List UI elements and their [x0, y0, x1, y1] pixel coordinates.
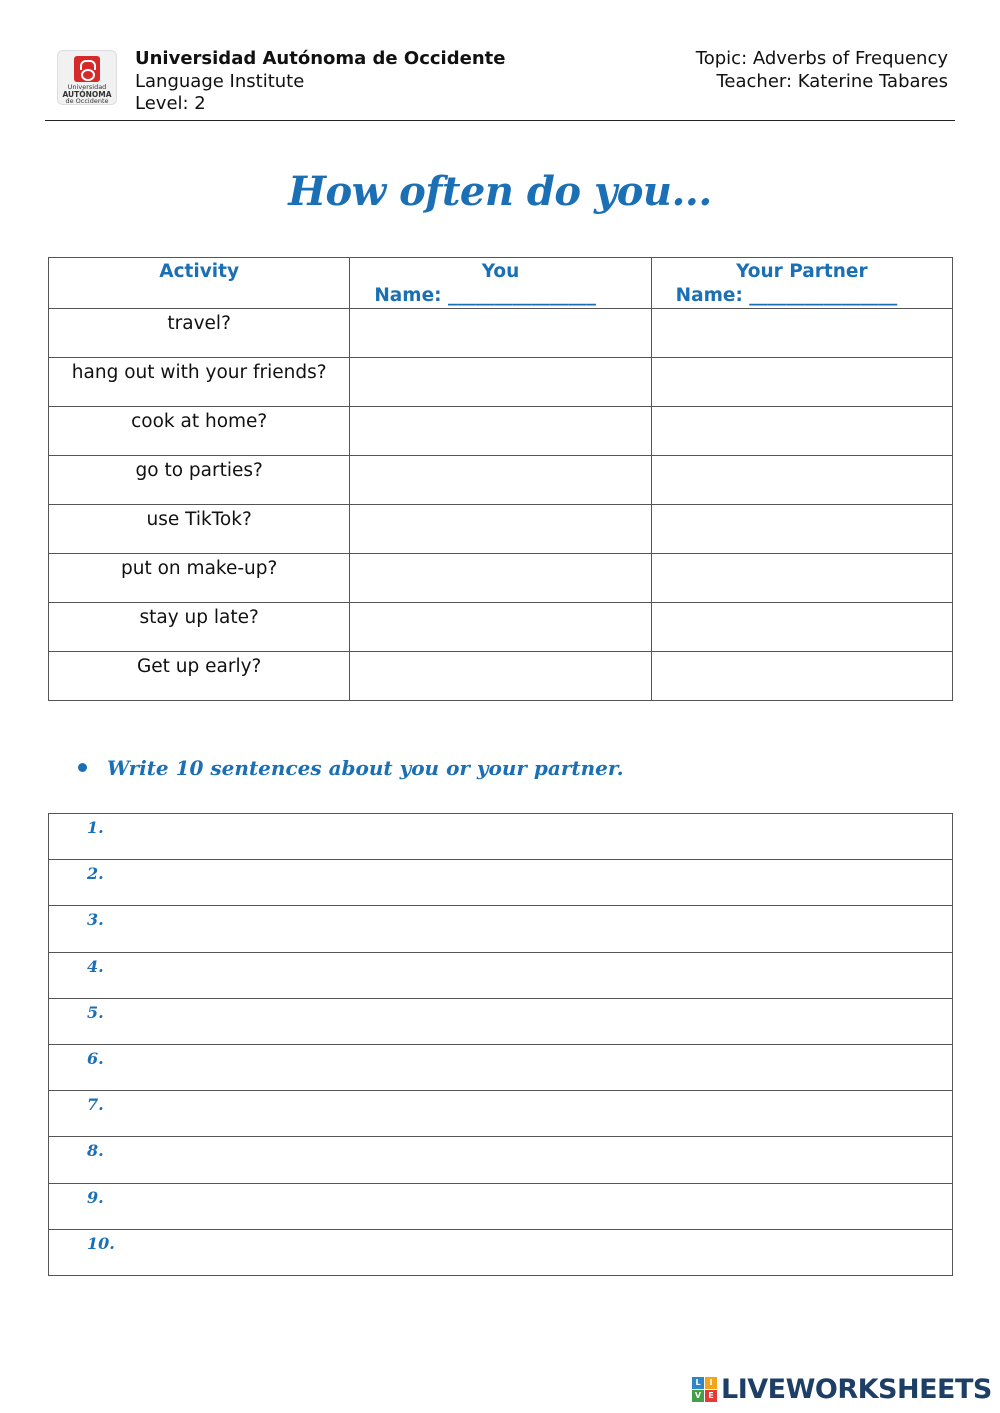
partner-name-field[interactable]: Name: ________________ [675, 285, 898, 306]
partner-answer-cell[interactable] [651, 309, 952, 358]
activity-cell: go to parties? [49, 456, 350, 505]
task-text: Write 10 sentences about you or your partner. [107, 756, 624, 780]
you-answer-cell[interactable] [350, 456, 651, 505]
logo-emblem-icon [74, 56, 100, 82]
logo-text [60, 84, 114, 105]
sentence-field[interactable]: 3. [49, 906, 953, 952]
table-header-row [49, 258, 953, 309]
icon-letter-e: E [705, 1390, 717, 1402]
table-row [49, 358, 953, 407]
partner-answer-cell[interactable] [651, 358, 952, 407]
you-answer-cell[interactable] [350, 554, 651, 603]
activity-cell: hang out with your friends? [49, 358, 350, 407]
sentence-row [49, 1044, 953, 1090]
bullet-icon [78, 763, 87, 772]
sentence-row [49, 1091, 953, 1137]
activity-cell: stay up late? [49, 603, 350, 652]
table-row [49, 309, 953, 358]
sentence-field[interactable]: 5. [49, 998, 953, 1044]
topic-label: Topic: Adverbs of Frequency [695, 48, 948, 69]
sentence-row [49, 860, 953, 906]
document-header [45, 40, 955, 121]
university-name: Universidad Autónoma de Occidente [135, 48, 506, 69]
logo-line-2: AUTÓNOMA [62, 90, 112, 99]
page-title: How often do you... [288, 168, 712, 215]
level-label: Level: 2 [135, 93, 206, 114]
task-instruction [78, 756, 624, 780]
icon-letter-v: V [692, 1390, 704, 1402]
header-right [696, 48, 948, 93]
table-row [49, 505, 953, 554]
you-answer-cell[interactable] [350, 407, 651, 456]
activity-cell: cook at home? [49, 407, 350, 456]
table-row [49, 603, 953, 652]
sentence-row [49, 814, 953, 860]
you-name-field[interactable]: Name: ________________ [374, 285, 596, 306]
you-answer-cell[interactable] [350, 309, 651, 358]
sentence-field[interactable]: 10. [49, 1229, 953, 1275]
partner-answer-cell[interactable] [651, 603, 952, 652]
table-row [49, 456, 953, 505]
partner-answer-cell[interactable] [651, 407, 952, 456]
activity-header-label: Activity [159, 261, 240, 282]
logo-line-3: de Occidente [65, 97, 109, 105]
institute-name: Language Institute [135, 70, 305, 92]
activity-cell: use TikTok? [49, 505, 350, 554]
you-header [350, 258, 651, 309]
you-answer-cell[interactable] [350, 505, 651, 554]
teacher-label: Teacher: Katerine Tabares [716, 70, 948, 92]
you-answer-cell[interactable] [350, 358, 651, 407]
activity-cell: put on make-up? [49, 554, 350, 603]
sentence-field[interactable]: 8. [49, 1137, 953, 1183]
sentence-row [49, 998, 953, 1044]
icon-letter-i: I [705, 1377, 717, 1389]
partner-answer-cell[interactable] [651, 652, 952, 701]
logo-line-1: Universidad [67, 83, 107, 91]
table-row [49, 554, 953, 603]
frequency-table [48, 257, 953, 701]
activity-cell: Get up early? [49, 652, 350, 701]
activity-cell: travel? [49, 309, 350, 358]
sentence-field[interactable]: 6. [49, 1044, 953, 1090]
you-answer-cell[interactable] [350, 603, 651, 652]
sentence-field[interactable]: 4. [49, 952, 953, 998]
table-row [49, 407, 953, 456]
liveworksheets-logo[interactable] [692, 1374, 992, 1404]
icon-letter-l: L [692, 1377, 704, 1389]
sentence-row [49, 1137, 953, 1183]
partner-header-label: Your Partner [736, 261, 868, 282]
sentence-row [49, 1229, 953, 1275]
sentence-field[interactable]: 2. [49, 860, 953, 906]
sentence-field[interactable]: 1. [49, 814, 953, 860]
sentence-row [49, 952, 953, 998]
partner-answer-cell[interactable] [651, 554, 952, 603]
partner-header [651, 258, 952, 309]
partner-answer-cell[interactable] [651, 505, 952, 554]
table-row [49, 652, 953, 701]
sentence-row [49, 906, 953, 952]
partner-answer-cell[interactable] [651, 456, 952, 505]
you-header-label: You [481, 261, 520, 282]
you-answer-cell[interactable] [350, 652, 651, 701]
sentence-field[interactable]: 7. [49, 1091, 953, 1137]
header-left [135, 48, 505, 116]
university-logo [57, 50, 117, 105]
sentence-field[interactable]: 9. [49, 1183, 953, 1229]
activity-header [49, 258, 350, 309]
sentence-row [49, 1183, 953, 1229]
liveworksheets-brand: LIVEWORKSHEETS [721, 1373, 992, 1405]
sentences-table [48, 813, 953, 1276]
liveworksheets-icon [692, 1377, 717, 1402]
